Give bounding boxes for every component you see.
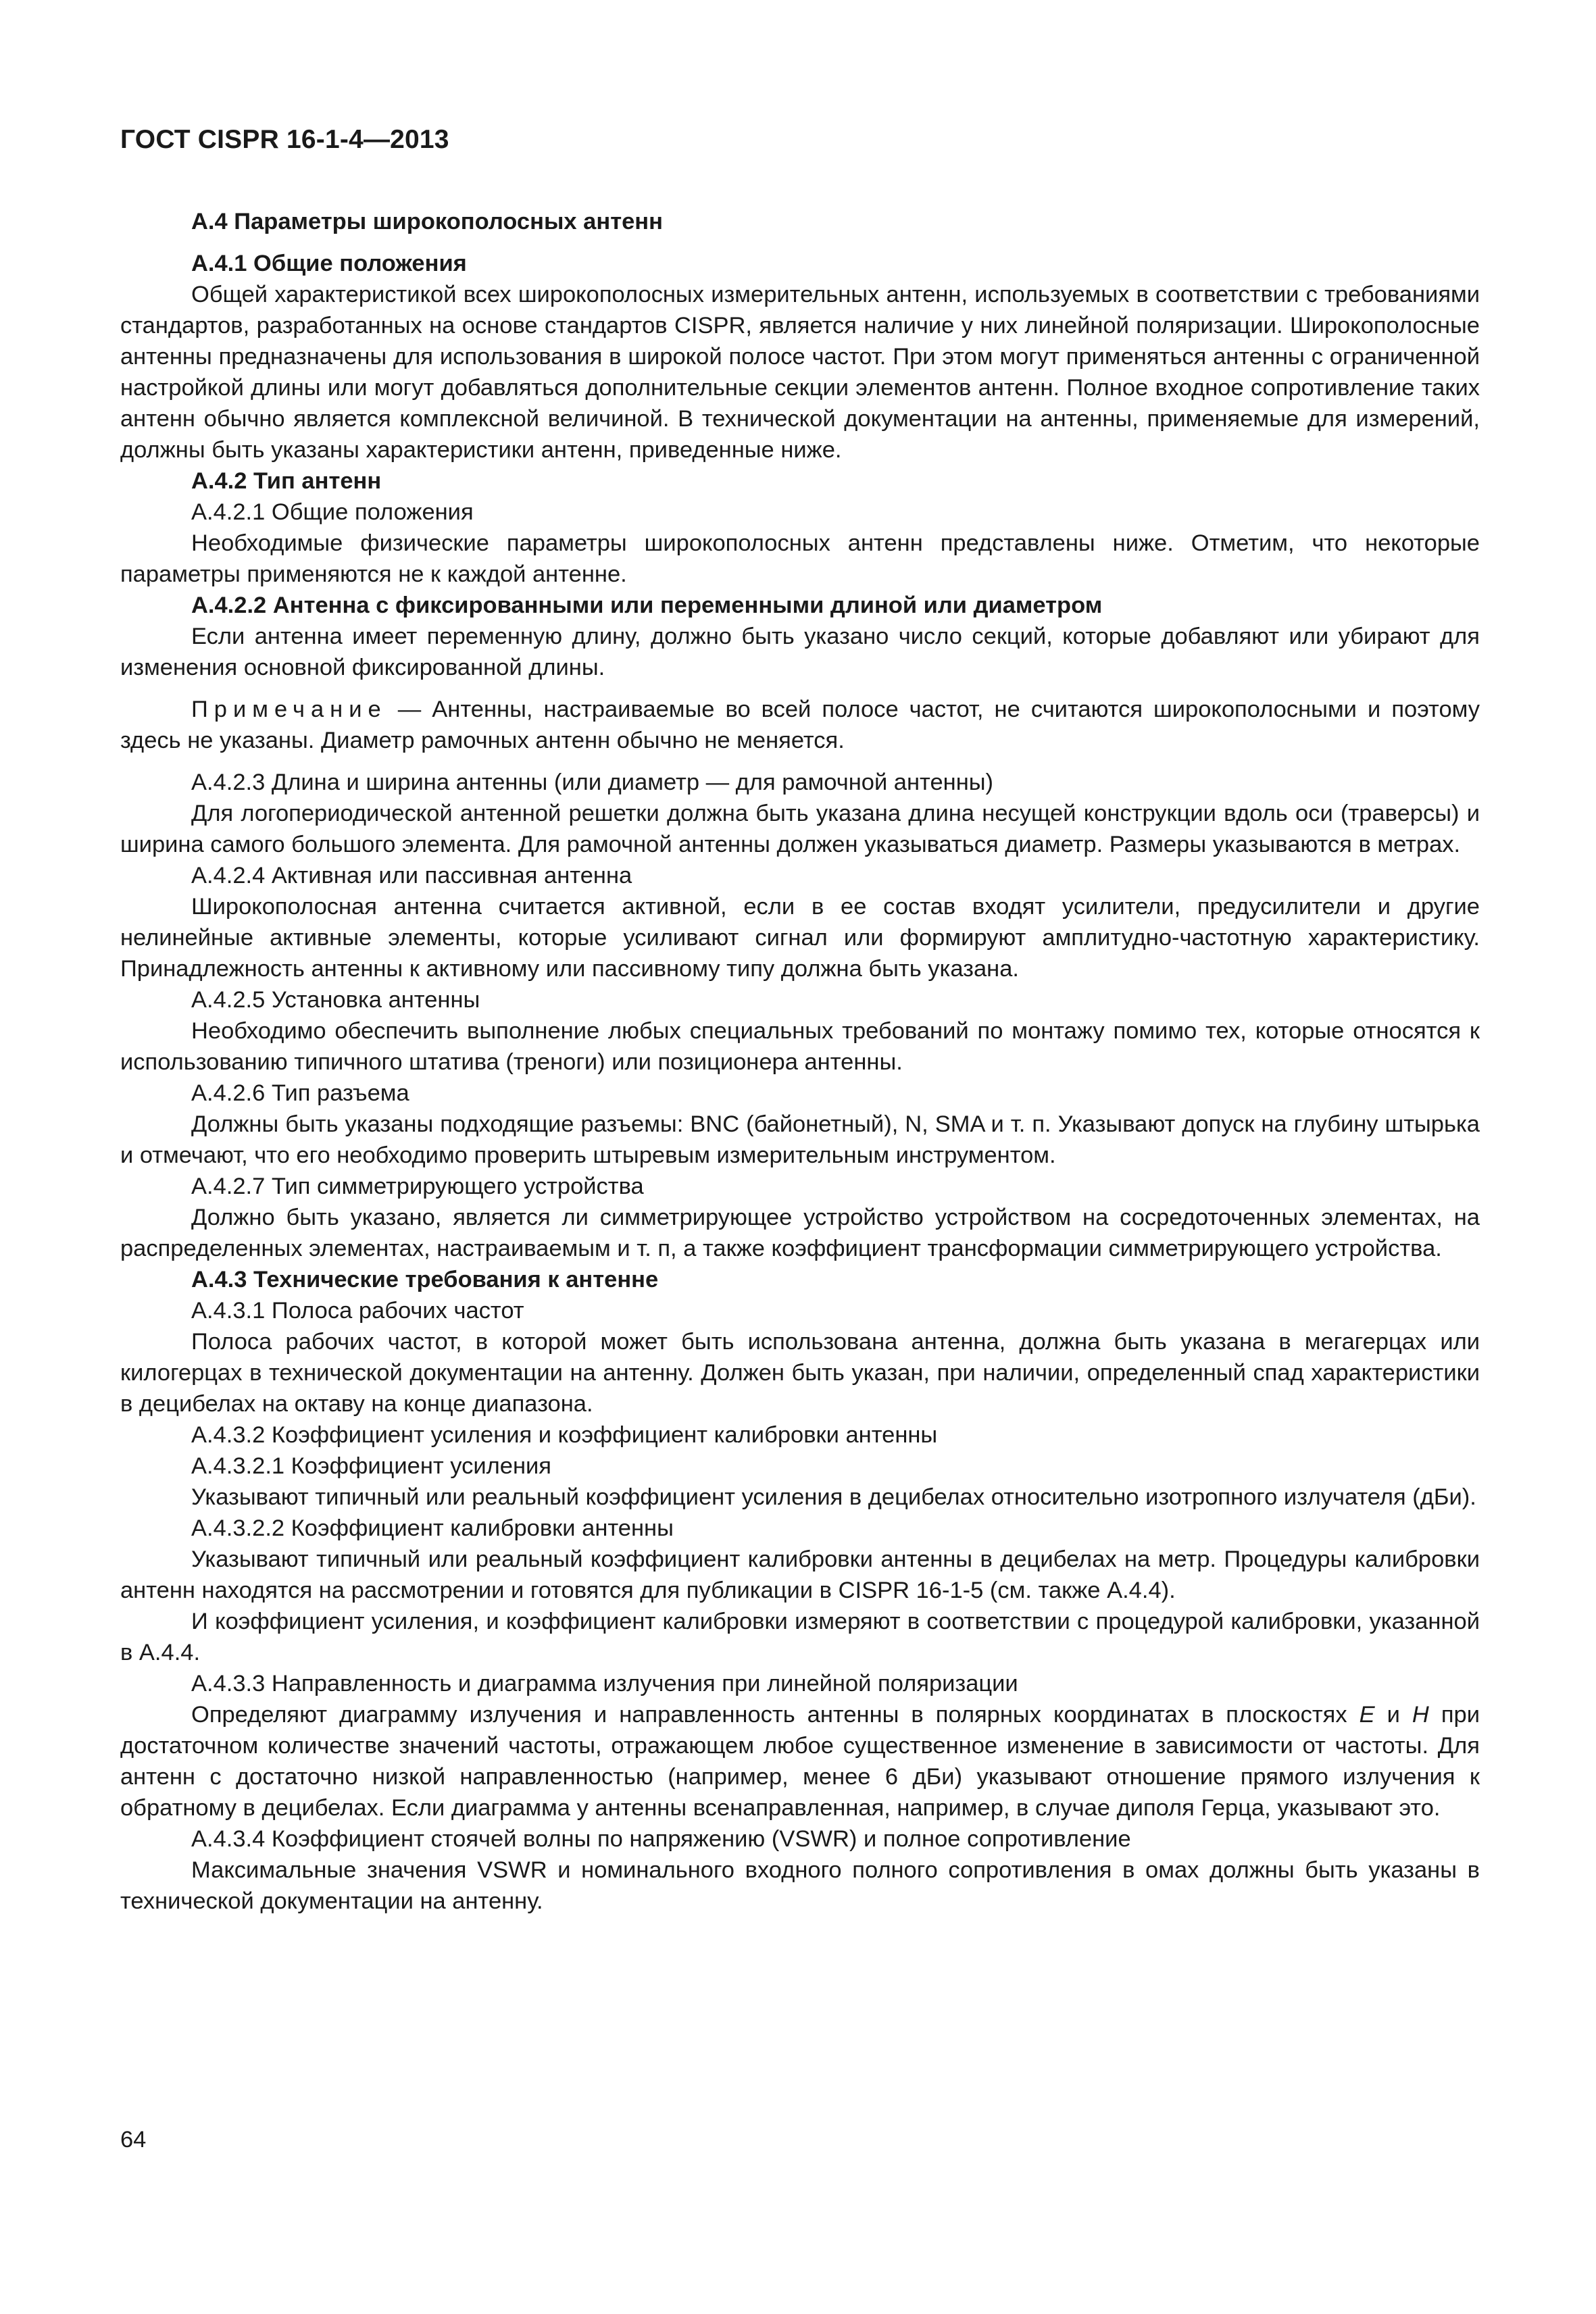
page-number: 64 — [120, 2127, 147, 2153]
document-header: ГОСТ CISPR 16-1-4—2013 — [120, 125, 449, 154]
section-a433-text-b: при достаточном количестве значений частоты, отражающем любое существенное изменение в зависимости от частоты. Для антенн с достаточно низкой направленностью (например, менее 6 дБи) указывают отношение прямого излучения к обратному в децибелах. Если диаграмма у антенны всенаправленная, например, в случае диполя Герца, указывают это. — [120, 1702, 1480, 1821]
section-a433-text-a: Определяют диаграмму излучения и направленность антенны в полярных координатах в плоскостях — [191, 1702, 1360, 1728]
section-a424-text: Широкополосная антенна считается активной, если в ее состав входят усилители, предусилители и другие нелинейные активные элементы, которые усиливают сигнал или формируют амплитудно-частотную характеристику. Принадлежность антенны к активному или пассивному типу должна быть указана. — [120, 894, 1480, 982]
section-a4321-text: Указывают типичный или реальный коэффициент усиления в децибелах относительно изотропного излучателя (дБи). — [191, 1484, 1476, 1510]
section-a421-heading: А.4.2.1 Общие положения — [191, 499, 474, 525]
section-a433-heading: А.4.3.3 Направленность и диаграмма излучения при линейной поляризации — [191, 1671, 1018, 1696]
section-a434-heading: А.4.3.4 Коэффициент стоячей волны по напряжению (VSWR) и полное сопротивление — [191, 1826, 1131, 1852]
section-a427-heading: А.4.2.7 Тип симметрирующего устройства — [191, 1174, 644, 1199]
section-a421-text: Необходимые физические параметры широкополосных антенн представлены ниже. Отметим, что некоторые параметры применяются не к каждой антенне. — [120, 530, 1480, 587]
section-a422-text: Если антенна имеет переменную длину, должно быть указано число секций, которые добавляют или убирают для изменения основной фиксированной длины. — [120, 624, 1480, 680]
section-a4322-heading: А.4.3.2.2 Коэффициент калибровки антенны — [191, 1515, 674, 1541]
section-a41-text: Общей характеристикой всех широкополосных измерительных антенн, используемых в соответствии с требованиями стандартов, разработанных на основе стандартов CISPR, является наличие у них линейной поляризации. Широкополосные антенны предназначены для использования в широкой полосе частот. При этом могут применяться антенны с ограниченной настройкой длины или могут добавляться дополнительные секции элементов антенн. Полное входное сопротивление таких антенн обычно является комплексной величиной. В технической документации на антенны, применяемые для измерений, должны быть указаны характеристики антенн, приведенные ниже. — [120, 282, 1480, 463]
section-a423-heading: А.4.2.3 Длина и ширина антенны (или диаметр — для рамочной антенны) — [191, 770, 994, 795]
section-a425-text: Необходимо обеспечить выполнение любых специальных требований по монтажу помимо тех, которые относятся к использованию типичного штатива (треноги) или позиционера антенны. — [120, 1018, 1480, 1075]
section-a431-heading: А.4.3.1 Полоса рабочих частот — [191, 1298, 524, 1324]
note-text: — Антенны, настраиваемые во всей полосе частот, не считаются широкополосными и поэтому здесь не указаны. Диаметр рамочных антенн обычно не меняется. — [120, 697, 1480, 753]
section-a4321-heading: А.4.3.2.1 Коэффициент усиления — [191, 1453, 551, 1479]
section-a4-heading: А.4 Параметры широкополосных антенн — [191, 209, 663, 234]
section-a424-heading: А.4.2.4 Активная или пассивная антенна — [191, 863, 632, 888]
section-a4322-text: Указывают типичный или реальный коэффициент калибровки антенны в децибелах на метр. Процедуры калибровки антенн находятся на рассмотрении и готовятся для публикации в CISPR 16-1-5 (см. также А.4.4). — [120, 1546, 1480, 1603]
section-a425-heading: А.4.2.5 Установка антенны — [191, 987, 480, 1013]
section-a423-text: Для логопериодической антенной решетки должна быть указана длина несущей конструкции вдоль оси (траверсы) и ширина самого большого элемента. Для рамочной антенны должен указываться диаметр. Размеры указываются в метрах. — [120, 801, 1480, 857]
section-a422-heading: А.4.2.2 Антенна с фиксированными или переменными длиной или диаметром — [191, 593, 1103, 618]
section-a434-text: Максимальные значения VSWR и номинального входного полного сопротивления в омах должны быть указаны в технической документации на антенну. — [120, 1857, 1480, 1914]
plane-h-symbol: H — [1412, 1702, 1429, 1728]
section-a43-heading: А.4.3 Технические требования к антенне — [191, 1267, 659, 1292]
section-a431-text: Полоса рабочих частот, в которой может быть использована антенна, должна быть указана в мегагерцах или килогерцах в технической документации на антенну. Должен быть указан, при наличии, определенный спад характеристики в децибелах на октаву на конце диапазона. — [120, 1329, 1480, 1417]
note-paragraph — [120, 694, 1480, 756]
section-a433-text — [120, 1699, 1480, 1823]
note-label: Примечание — [191, 697, 387, 722]
section-a426-text: Должны быть указаны подходящие разъемы: BNC (байонетный), N, SMA и т. п. Указывают допуск на глубину штырька и отмечают, что его необходимо проверить штыревым измерительным инструментом. — [120, 1111, 1480, 1168]
section-a426-heading: А.4.2.6 Тип разъема — [191, 1080, 409, 1106]
section-a432-heading: А.4.3.2 Коэффициент усиления и коэффициент калибровки антенны — [191, 1422, 938, 1448]
section-a427-text: Должно быть указано, является ли симметрирующее устройство устройством на сосредоточенных элементах, на распределенных элементах, настраиваемым и т. п, а также коэффициент трансформации симметрирующего устройства. — [120, 1205, 1480, 1261]
plane-e-symbol: E — [1359, 1702, 1375, 1728]
section-a41-heading: А.4.1 Общие положения — [191, 251, 467, 276]
section-a433-and: и — [1374, 1702, 1412, 1728]
section-a4322-text-2: И коэффициент усиления, и коэффициент калибровки измеряют в соответствии с процедурой калибровки, указанной в А.4.4. — [120, 1609, 1480, 1665]
document-body — [120, 206, 1480, 1917]
section-a42-heading: А.4.2 Тип антенн — [191, 468, 382, 494]
